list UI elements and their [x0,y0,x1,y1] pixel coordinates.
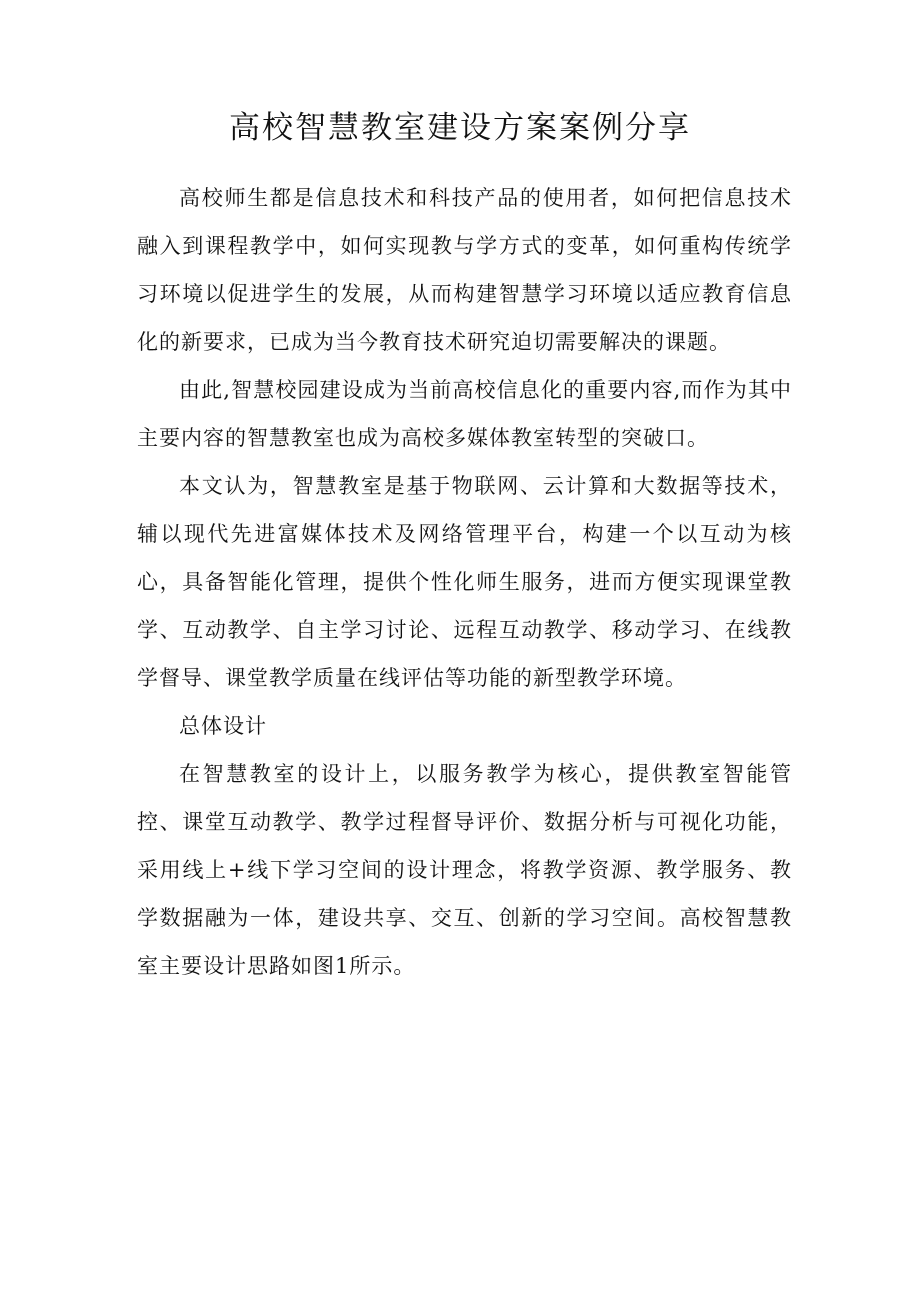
paragraph-smart-campus: 由此,智慧校园建设成为当前高校信息化的重要内容,而作为其中主要内容的智慧教室也成为高校多媒体教室转型的突破口。 [137,378,792,450]
paragraph-intro: 高校师生都是信息技术和科技产品的使用者，如何把信息技术融入到课程教学中，如何实现教与学方式的变革，如何重构传统学习环境以促进学生的发展，从而构建智慧学习环境以适应教育信息化的新要求，已成为当今教育技术研究迫切需要解决的课题。 [137,186,792,354]
section-heading: 总体设计 [179,714,267,738]
document-title: 高校智慧教室建设方案案例分享 [229,110,691,146]
document-body [137,174,792,990]
paragraph-design: 在智慧教室的设计上，以服务教学为核心，提供教室智能管控、课堂互动教学、教学过程督导评价、数据分析与可视化功能，采用线上+线下学习空间的设计理念，将教学资源、教学服务、教学数据融为一体，建设共享、交互、创新的学习空间。高校智慧教室主要设计思路如图1所示。 [137,762,792,978]
paragraph-definition: 本文认为，智慧教室是基于物联网、云计算和大数据等技术，辅以现代先进富媒体技术及网络管理平台，构建一个以互动为核心，具备智能化管理，提供个性化师生服务，进而方便实现课堂教学、互动教学、自主学习讨论、远程互动教学、移动学习、在线教学督导、课堂教学质量在线评估等功能的新型教学环境。 [137,474,792,690]
